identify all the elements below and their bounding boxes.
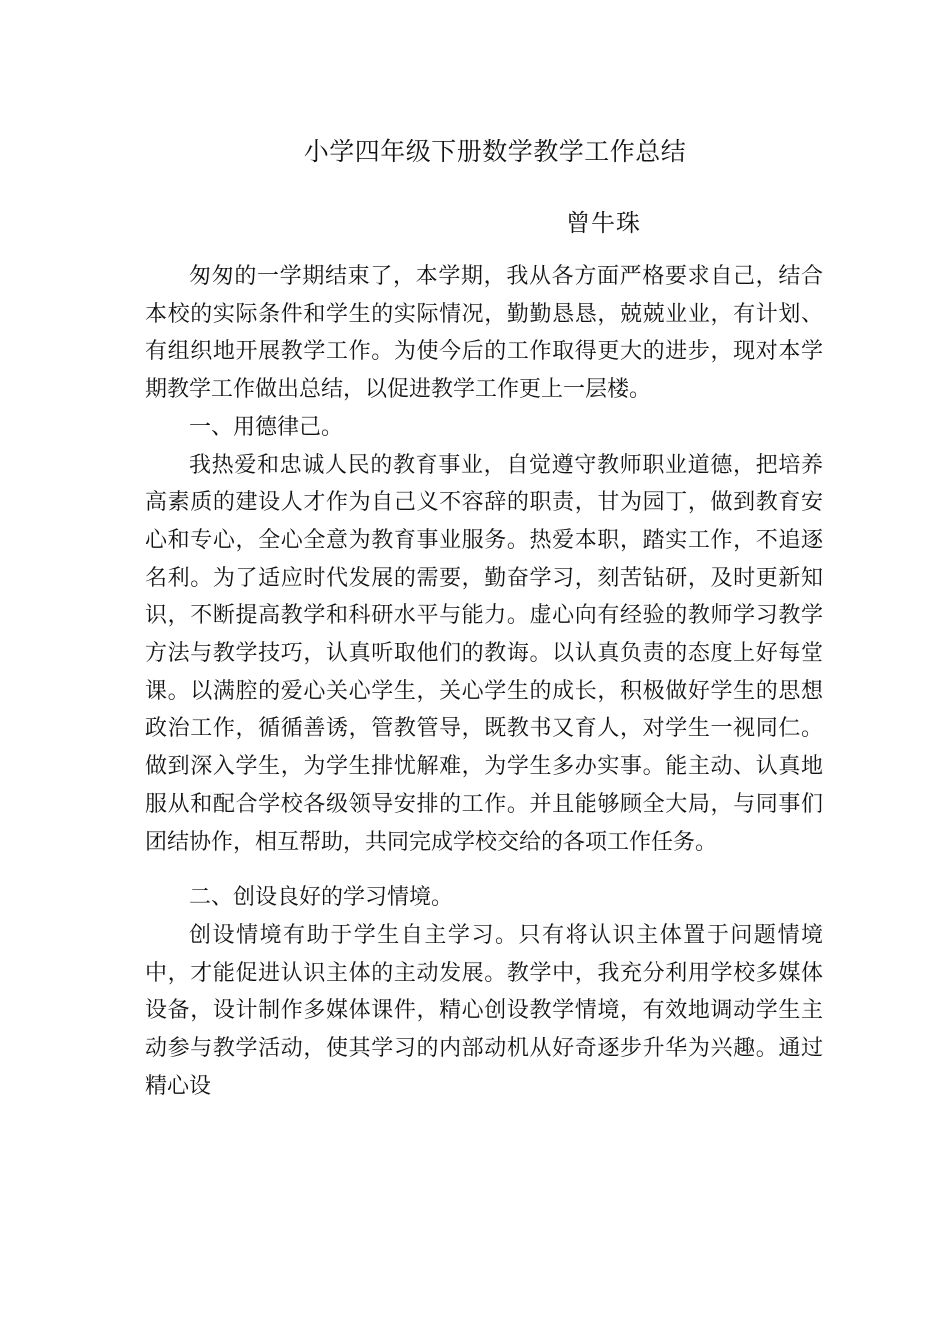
- document-title: 小学四年级下册数学教学工作总结: [303, 137, 687, 166]
- section-1-heading: 一、用德律己。: [189, 414, 344, 440]
- document-author: 曾牛珠: [566, 209, 641, 237]
- section-2-heading: 二、创设良好的学习情境。: [189, 885, 454, 911]
- section-1-paragraph: 我热爱和忠诚人民的教育事业，自觉遵守教师职业道德，把培养高素质的建设人才作为自己义不容辞的职责，甘为园丁，做到教育安心和专心，全心全意为教育事业服务。热爱本职，踏实工作，不追逐名利。为了适应时代发展的需要，勤奋学习，刻苦钻研，及时更新知识，不断提高教学和科研水平与能力。虚心向有经验的教师学习教学方法与教学技巧，认真听取他们的教诲。以认真负责的态度上好每堂课。以满腔的爱心关心学生，关心学生的成长，积极做好学生的思想政治工作，循循善诱，管教管导，既教书又育人，对学生一视同仁。做到深入学生，为学生排忧解难，为学生多办实事。能主动、认真地服从和配合学校各级领导安排的工作。并且能够顾全大局，与同事们团结协作，相互帮助，共同完成学校交给的各项工作任务。: [145, 452, 823, 855]
- section-2-paragraph: 创设情境有助于学生自主学习。只有将认识主体置于问题情境中，才能促进认识主体的主动发展。教学中，我充分利用学校多媒体设备，设计制作多媒体课件，精心创设教学情境，有效地调动学生主动参与教学活动，使其学习的内部动机从好奇逐步升华为兴趣。通过精心设: [145, 922, 823, 1099]
- intro-paragraph: 匆匆的一学期结束了，本学期，我从各方面严格要求自己，结合本校的实际条件和学生的实际情况，勤勤恳恳，兢兢业业，有计划、有组织地开展教学工作。为使今后的工作取得更大的进步，现对本学期教学工作做出总结，以促进教学工作更上一层楼。: [145, 264, 823, 403]
- section-gap: [145, 861, 823, 879]
- document-body: [145, 258, 823, 1105]
